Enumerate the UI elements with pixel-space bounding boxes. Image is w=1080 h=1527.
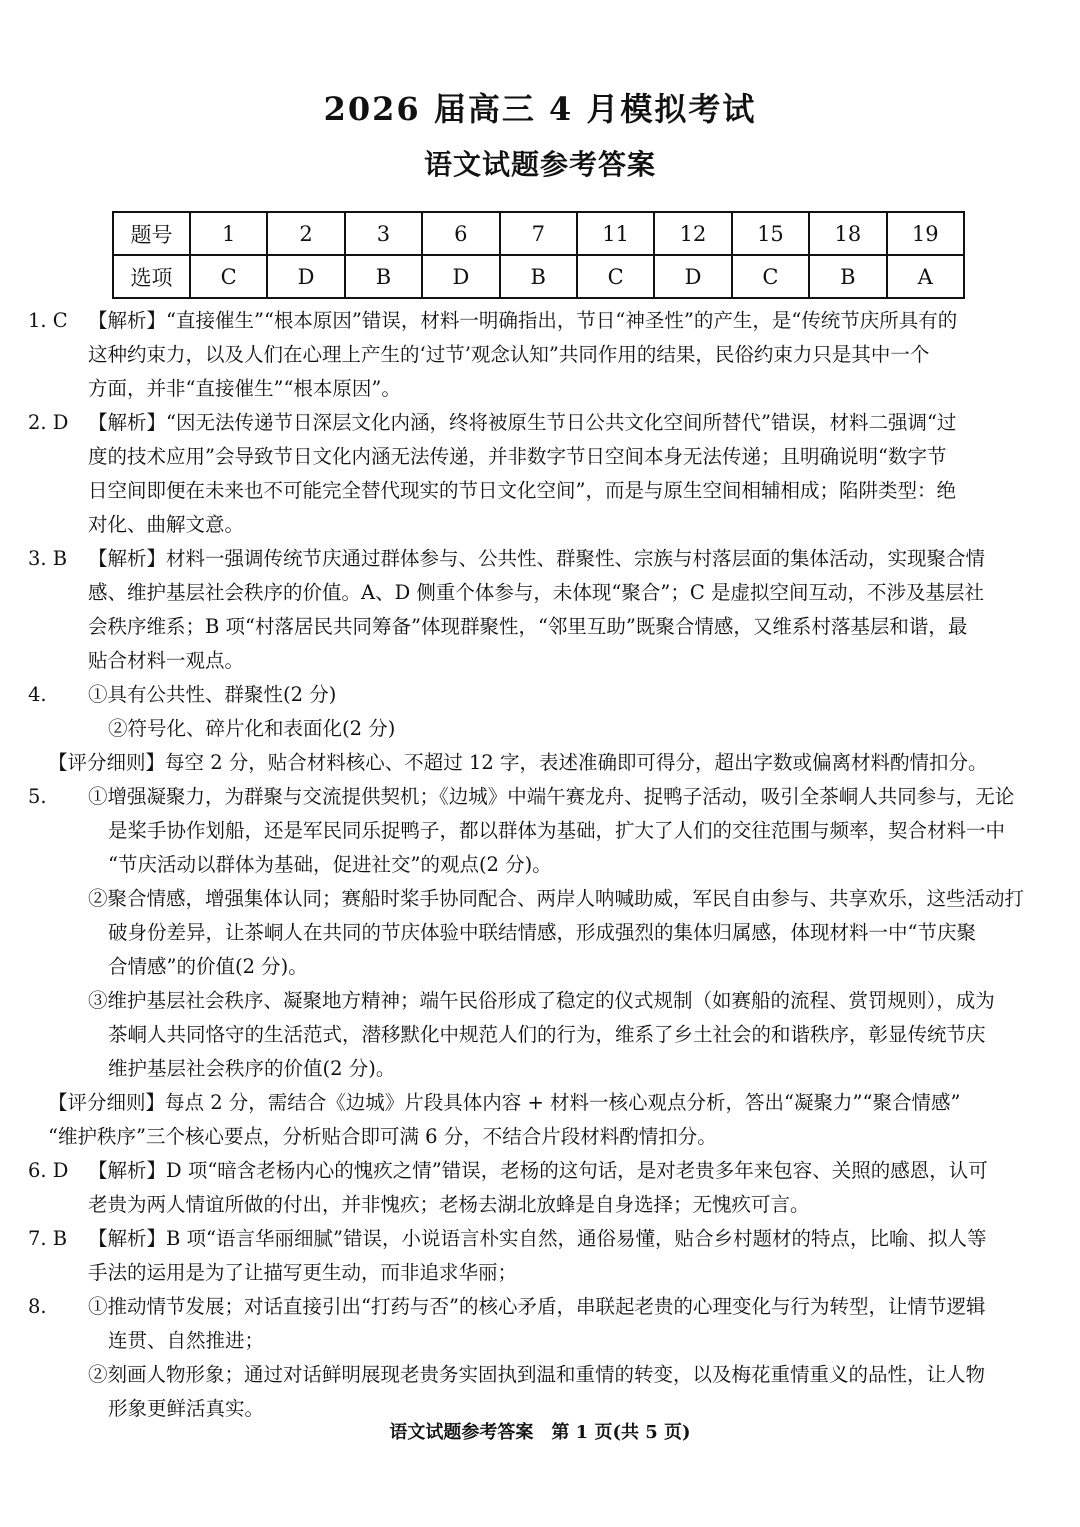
explanation-line: 【解析】“因无法传递节日深层文化内涵，终将被原生节日公共文化空间所替代”错误，材料二强调“过	[88, 411, 957, 434]
answer-point-line: 破身份差异，让茶峒人在共同的节庆体验中联结情感，形成强烈的集体归属感，体现材料一中“节庆聚	[108, 921, 976, 944]
question-number-cell: 3	[345, 212, 422, 255]
answer-point-line: ②聚合情感，增强集体认同；赛船时桨手协同配合、两岸人呐喊助威，军民自由参与、共享欢乐，这些活动打	[88, 887, 1025, 910]
scoring-rule: 【评分细则】每空 2 分，贴合材料核心、不超过 12 字，表述准确即可得分，超出字数或偏离材料酌情扣分。	[48, 751, 988, 774]
answer-point: ②符号化、碎片化和表面化(2 分)	[108, 717, 396, 740]
answer-point-line: ①增强凝聚力，为群聚与交流提供契机；《边城》中端午赛龙舟、捉鸭子活动，吸引全茶峒人共同参与，无论	[88, 785, 1015, 808]
item-number: 7. B	[28, 1227, 68, 1250]
item-number: 6. D	[28, 1159, 69, 1182]
answer-point-line: 连贯、自然推进；	[108, 1329, 265, 1352]
explanation-line: 手法的运用是为了让描写更生动，而非追求华丽；	[88, 1261, 518, 1284]
explanation-line: 度的技术应用”会导致节日文化内涵无法传递，并非数字节日空间本身无法传递；且明确说明“数字节	[88, 445, 947, 468]
explanation-line: 贴合材料一观点。	[88, 649, 245, 672]
question-number-cell: 2	[267, 212, 344, 255]
answer-point-line: 合情感”的价值(2 分)。	[108, 955, 308, 978]
explanation-line: 这种约束力，以及人们在心理上产生的‘过节’观念认知”共同作用的结果，民俗约束力只是其中一个	[88, 343, 930, 366]
answer-item-4	[28, 678, 1052, 780]
answer-point-line: 维护基层社会秩序的价值(2 分)。	[108, 1057, 396, 1080]
answer-option-cell: B	[809, 255, 886, 298]
answer-point-line: ①推动情节发展；对话直接引出“打药与否”的核心矛盾，串联起老贵的心理变化与行为转型，让情节逻辑	[88, 1295, 986, 1318]
answer-option-cell: B	[345, 255, 422, 298]
item-number: 8.	[28, 1295, 47, 1318]
question-number-cell: 1	[190, 212, 267, 255]
question-number-cell: 12	[654, 212, 731, 255]
answer-point: ①具有公共性、群聚性(2 分)	[88, 683, 337, 706]
answer-option-cell: D	[654, 255, 731, 298]
question-number-cell: 11	[577, 212, 654, 255]
explanation-line: 会秩序维系；B 项“村落居民共同筹备”体现群聚性，“邻里互助”既聚合情感，又维系村落基层和谐，最	[88, 615, 968, 638]
explanation-line: 老贵为两人情谊所做的付出，并非愧疚；老杨去湖北放蜂是自身选择；无愧疚可言。	[88, 1193, 810, 1216]
item-number: 2. D	[28, 411, 69, 434]
answer-item-5	[28, 780, 1052, 1154]
answer-item-3	[28, 542, 1052, 678]
answer-point-line: ②刻画人物形象；通过对话鲜明展现老贵务实固执到温和重情的转变，以及梅花重情重义的品性，让人物	[88, 1363, 986, 1386]
answer-point-line: 形象更鲜活真实。	[108, 1397, 265, 1420]
answer-point-line: ③维护基层社会秩序、凝聚地方精神；端午民俗形成了稳定的仪式规制（如赛船的流程、赏罚规则），成为	[88, 989, 995, 1012]
answer-item-1	[28, 304, 1052, 406]
answer-point-line: “节庆活动以群体为基础，促进社交”的观点(2 分)。	[108, 853, 552, 876]
exam-title: 2026 届高三 4 月模拟考试	[323, 90, 757, 128]
answer-point-line: 是桨手协作划船，还是军民同乐捉鸭子，都以群体为基础，扩大了人们的交往范围与频率，契合材料一中	[108, 819, 1006, 842]
explanation-line: 【解析】“直接催生”“根本原因”错误，材料一明确指出，节日“神圣性”的产生，是“传统节庆所具有的	[88, 309, 958, 332]
item-number: 5.	[28, 785, 47, 808]
row-header: 题号	[113, 212, 190, 255]
answer-option-cell: C	[577, 255, 654, 298]
answer-option-row	[113, 255, 964, 298]
explanation-line: 【解析】B 项“语言华丽细腻”错误，小说语言朴实自然，通俗易懂，贴合乡村题材的特点，比喻、拟人等	[88, 1227, 987, 1250]
answer-table	[112, 211, 965, 299]
explanation-line: 【解析】材料一强调传统节庆通过群体参与、公共性、群聚性、宗族与村落层面的集体活动，实现聚合情	[88, 547, 986, 570]
answer-point-line: 茶峒人共同恪守的生活范式，潜移默化中规范人们的行为，维系了乡土社会的和谐秩序，彰显传统节庆	[108, 1023, 986, 1046]
item-number: 1. C	[28, 309, 68, 332]
question-number-cell: 19	[887, 212, 964, 255]
answer-key-title: 语文试题参考答案	[423, 148, 656, 181]
explanation-line: 方面，并非“直接催生”“根本原因”。	[88, 377, 401, 400]
answer-option-cell: D	[422, 255, 499, 298]
item-number: 3. B	[28, 547, 68, 570]
question-number-cell: 18	[809, 212, 886, 255]
answer-option-cell: D	[267, 255, 344, 298]
question-number-cell: 6	[422, 212, 499, 255]
answer-option-cell: C	[190, 255, 267, 298]
question-number-cell: 7	[500, 212, 577, 255]
explanation-line: 【解析】D 项“暗含老杨内心的愧疚之情”错误，老杨的这句话，是对老贵多年来包容、关照的感恩，认可	[88, 1159, 988, 1182]
answer-option-cell: C	[732, 255, 809, 298]
answer-item-6	[28, 1154, 1052, 1222]
answer-item-7	[28, 1222, 1052, 1290]
question-number-row	[113, 212, 964, 255]
question-number-cell: 15	[732, 212, 809, 255]
explanation-line: 对化、曲解文意。	[88, 513, 245, 536]
answer-explanations	[28, 304, 1052, 1426]
scoring-rule: “维护秩序”三个核心要点，分析贴合即可满 6 分，不结合片段材料酌情扣分。	[48, 1125, 717, 1148]
item-number: 4.	[28, 683, 47, 706]
answer-item-8	[28, 1290, 1052, 1426]
explanation-line: 日空间即便在未来也不可能完全替代现实的节日文化空间”，而是与原生空间相辅相成；陷阱类型：绝	[88, 479, 956, 502]
scoring-rule: 【评分细则】每点 2 分，需结合《边城》片段具体内容 + 材料一核心观点分析，答出“凝聚力”“聚合情感”	[48, 1091, 961, 1114]
answer-option-cell: A	[887, 255, 964, 298]
answer-item-2	[28, 406, 1052, 542]
explanation-line: 感、维护基层社会秩序的价值。A、D 侧重个体参与，未体现“聚合”；C 是虚拟空间互动，不涉及基层社	[88, 581, 984, 604]
page-footer: 语文试题参考答案 第 1 页(共 5 页)	[389, 1422, 691, 1443]
answer-option-cell: B	[500, 255, 577, 298]
row-header: 选项	[113, 255, 190, 298]
